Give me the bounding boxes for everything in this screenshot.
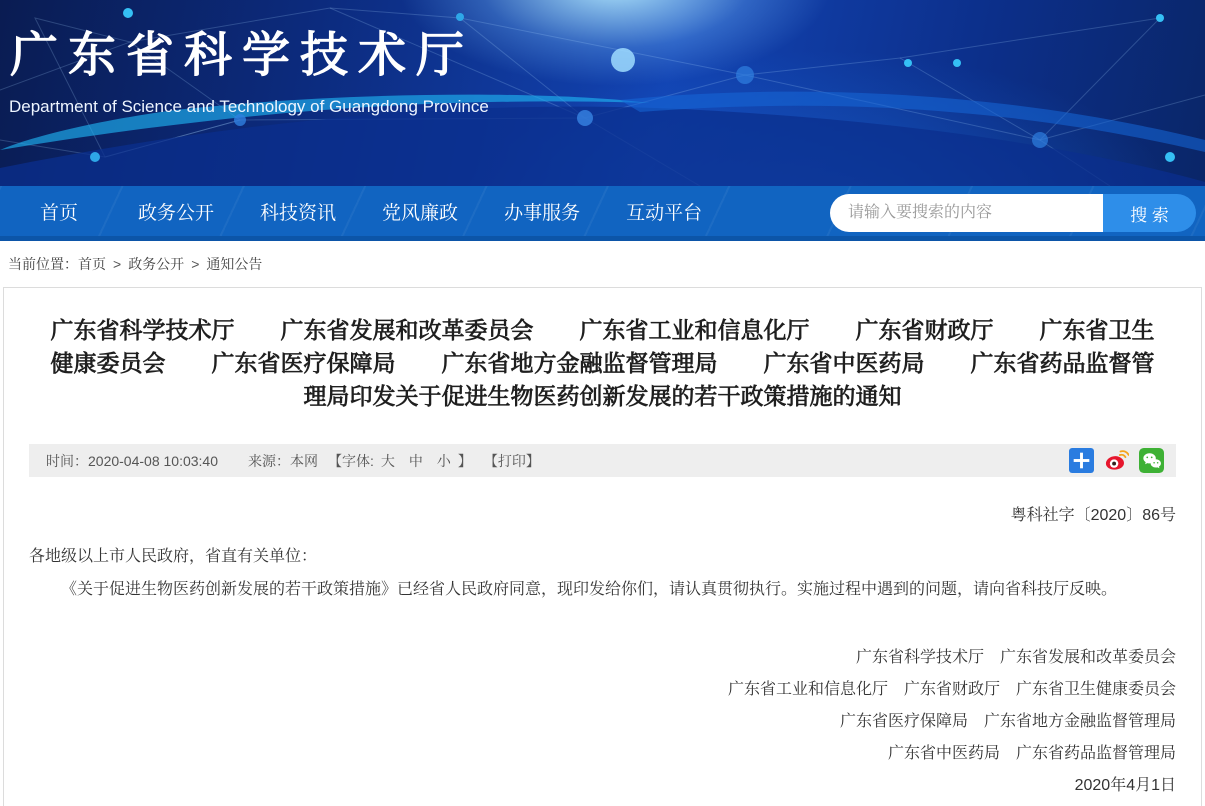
document-number: 粤科社字〔2020〕86号: [1010, 507, 1176, 524]
site-title: 广东省科学技术厅: [10, 29, 475, 82]
wechat-icon[interactable]: [1139, 448, 1164, 473]
breadcrumb-separator: >: [113, 256, 122, 272]
meta-source-value: 本网: [290, 452, 318, 469]
article-meta-bar: [29, 444, 1176, 477]
meta-source: [248, 451, 318, 471]
signature-line: 广东省医疗保障局 广东省地方金融监督管理局: [839, 713, 1176, 730]
share-icon-group: [1069, 448, 1164, 473]
body-paragraph: 《关于促进生物医药创新发展的若干政策措施》已经省人民政府同意，现印发给你们，请认真贯彻执行。实施过程中遇到的问题，请向省科技厅反映。: [61, 581, 1118, 598]
search-button[interactable]: 搜 索: [1103, 194, 1196, 232]
signature-line: 广东省科学技术厅 广东省发展和改革委员会: [855, 649, 1176, 666]
main-nav: [0, 186, 1205, 241]
breadcrumb-prefix: 当前位置：: [8, 256, 78, 272]
breadcrumb-link-gov-affairs[interactable]: 政务公开: [128, 256, 185, 272]
breadcrumb-link-home[interactable]: 首页: [78, 256, 106, 272]
print-button[interactable]: 【打印】: [483, 452, 540, 469]
article-title-line: 健康委员会 广东省医疗保障局 广东省地方金融监督管理局 广东省中医药局 广东省药品监督管: [50, 350, 1155, 376]
site-header: [0, 0, 1205, 186]
nav-item-party-conduct[interactable]: 党风廉政: [382, 202, 459, 224]
breadcrumb-separator: >: [191, 256, 200, 272]
salutation: 各地级以上市人民政府，省直有关单位：: [29, 548, 318, 565]
article-title-line: 理局印发关于促进生物医药创新发展的若干政策措施的通知: [303, 383, 902, 409]
nav-item-services[interactable]: 办事服务: [504, 202, 581, 224]
breadcrumb: [0, 241, 1205, 287]
article-title-line: 广东省科学技术厅 广东省发展和改革委员会 广东省工业和信息化厅 广东省财政厅 广东省卫生: [50, 317, 1155, 343]
font-size-small-button[interactable]: 小: [436, 452, 451, 469]
site-subtitle: Department of Science and Technology of Guangdong Province: [9, 97, 489, 116]
meta-time-label: 时间：: [46, 452, 88, 469]
article-title: [29, 314, 1176, 413]
breadcrumb-link-notices[interactable]: 通知公告: [206, 256, 263, 272]
font-size-medium-button[interactable]: 中: [408, 452, 423, 469]
font-size-large-button[interactable]: 大: [380, 452, 395, 469]
article-container: [3, 287, 1202, 806]
nav-item-home[interactable]: 首页: [40, 202, 79, 224]
signature-block: [29, 642, 1176, 802]
nav-item-sci-tech-news[interactable]: 科技资讯: [260, 202, 337, 224]
signature-line: 广东省工业和信息化厅 广东省财政厅 广东省卫生健康委员会: [727, 681, 1176, 698]
meta-time-value: 2020-04-08 10:03:40: [88, 452, 218, 469]
meta-time: [46, 451, 218, 471]
weibo-icon[interactable]: [1104, 448, 1129, 473]
share-plus-icon[interactable]: [1069, 448, 1094, 473]
nav-item-interaction[interactable]: 互动平台: [626, 202, 703, 224]
font-size-prefix: 【字体:: [328, 452, 374, 469]
meta-source-label: 来源：: [248, 452, 290, 469]
search-bar: [830, 194, 1196, 232]
signature-line: 广东省中医药局 广东省药品监督管理局: [887, 745, 1176, 762]
nav-item-gov-affairs[interactable]: 政务公开: [138, 202, 215, 224]
search-input[interactable]: [830, 194, 1103, 232]
signature-date: 2020年4月1日: [1074, 777, 1176, 794]
font-size-suffix: 】: [457, 452, 472, 469]
